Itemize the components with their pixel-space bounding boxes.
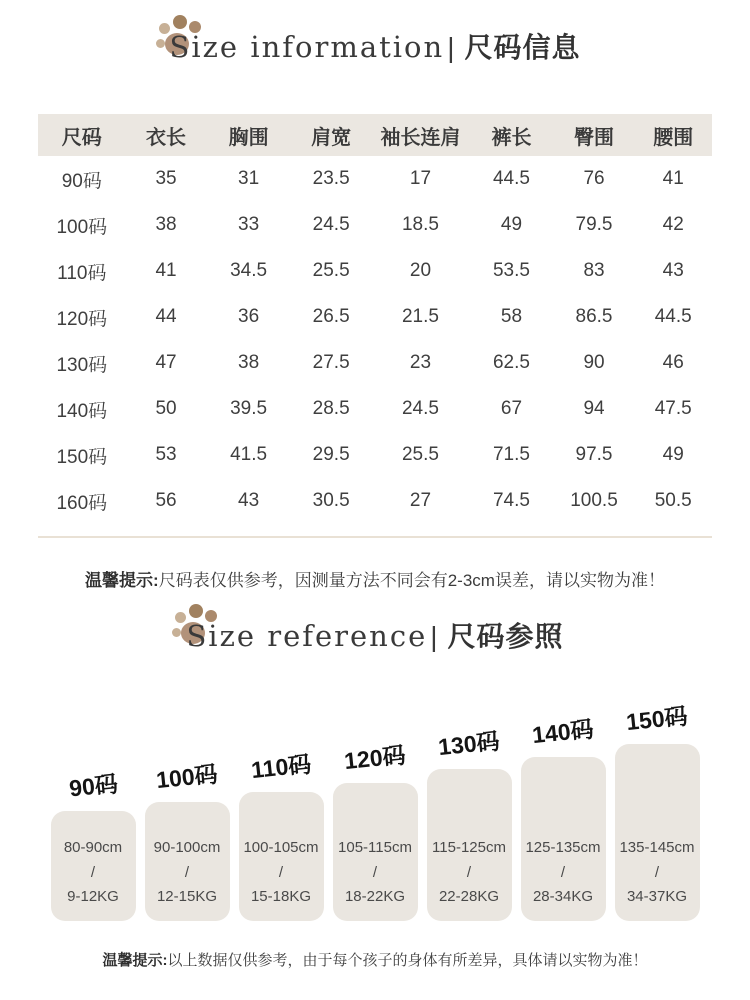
range-slash: /	[184, 863, 190, 881]
size-table-cell: 83	[583, 260, 605, 281]
size-bar	[427, 726, 512, 921]
range-slash: /	[90, 863, 96, 881]
size-table-row	[38, 294, 712, 340]
size-table-header-cell: 裤长	[491, 126, 532, 149]
size-table-cell: 58	[500, 306, 523, 327]
section2-title-en: Size reference	[186, 619, 428, 653]
size-table-cell: 36	[238, 306, 260, 327]
size-table-cell: 25.5	[401, 444, 439, 465]
size-table-cell: 150码	[56, 446, 108, 468]
note-prefix: 温馨提示:	[102, 952, 168, 969]
size-table-header-cell: 袖长连肩	[380, 126, 461, 149]
weight-range: 15-18KG	[250, 888, 312, 906]
size-table-header-cell: 腰围	[653, 126, 694, 149]
size-table-cell: 140码	[56, 400, 108, 422]
size-table-cell: 90	[583, 352, 605, 373]
size-table-cell: 47	[155, 352, 177, 373]
size-bar-rect	[521, 757, 606, 921]
size-table-cell: 100码	[56, 216, 108, 238]
title-divider: |	[447, 32, 455, 63]
size-table-cell: 76	[583, 168, 605, 189]
size-table-cell: 50	[155, 398, 177, 419]
size-bar	[239, 749, 324, 921]
size-bar	[521, 714, 606, 921]
size-table-cell: 50.5	[654, 490, 692, 511]
size-table-header-cell: 臀围	[574, 126, 615, 149]
section1-title-cn: 尺码信息	[464, 32, 581, 63]
size-table-header-cell: 尺码	[61, 126, 102, 149]
size-bar	[333, 740, 418, 921]
size-table-cell: 38	[155, 214, 177, 235]
size-bar-label: 90码	[67, 770, 119, 802]
size-table-cell: 29.5	[312, 444, 350, 465]
size-bar-rect	[333, 783, 418, 921]
size-table-cell: 43	[238, 490, 260, 511]
size-table-cell: 34.5	[230, 260, 268, 281]
range-slash: /	[560, 863, 566, 881]
size-bar	[51, 768, 136, 921]
height-range: 105-115cm	[338, 838, 412, 856]
size-bar-label: 130码	[437, 727, 502, 761]
weight-range: 18-22KG	[344, 888, 406, 906]
size-table	[38, 114, 712, 524]
size-table-cell: 130码	[56, 354, 108, 376]
range-slash: /	[466, 863, 472, 881]
height-range: 135-145cm	[619, 838, 695, 856]
note-text: 尺码表仅供参考，因测量方法不同会有2-3cm误差，请以实物为准！	[158, 571, 665, 590]
size-table-row	[38, 386, 712, 432]
size-bar	[145, 759, 230, 921]
size-table-cell: 67	[500, 398, 523, 419]
size-table-cell: 20	[409, 260, 432, 281]
size-table-cell: 31	[238, 168, 260, 189]
size-table-cell: 30.5	[312, 490, 350, 511]
size-table-row	[38, 478, 712, 524]
size-table-cell: 90码	[61, 170, 102, 192]
size-table-cell: 44	[155, 306, 177, 327]
size-table-cell: 41	[662, 168, 684, 189]
size-table-cell: 53.5	[492, 260, 530, 281]
note-text: 以上数据仅供参考，由于每个孩子的身体有所差异，具体请以实物为准！	[167, 952, 648, 969]
size-table-cell: 94	[583, 398, 605, 419]
size-bar-label: 120码	[343, 741, 408, 775]
size-table-row	[38, 248, 712, 294]
size-table-cell: 24.5	[312, 214, 350, 235]
size-table-row	[38, 202, 712, 248]
size-table-cell: 23	[409, 352, 432, 373]
size-table-cell: 74.5	[492, 490, 530, 511]
weight-range: 12-15KG	[156, 888, 218, 906]
size-table-header-cell: 衣长	[146, 126, 187, 149]
size-table-cell: 27.5	[312, 352, 350, 373]
section1-title	[0, 0, 750, 66]
size-table-header-cell: 胸围	[228, 126, 269, 149]
size-table-cell: 49	[662, 444, 684, 465]
size-table-header-cell: 肩宽	[311, 126, 352, 149]
size-bar-rect	[145, 802, 230, 921]
size-table-row	[38, 340, 712, 386]
size-table-cell: 35	[155, 168, 177, 189]
size-table-cell: 110码	[57, 262, 107, 284]
size-table-cell: 43	[662, 260, 684, 281]
size-bar-rect	[239, 792, 324, 921]
size-table-cell: 41.5	[230, 444, 268, 465]
height-range: 100-105cm	[243, 838, 319, 856]
size-table-cell: 71.5	[492, 444, 530, 465]
size-table-cell: 42	[662, 214, 684, 235]
size-table-cell: 25.5	[312, 260, 350, 281]
size-table-cell: 46	[662, 352, 684, 373]
size-bar-rect	[615, 744, 700, 921]
size-table-cell: 44.5	[654, 306, 692, 327]
range-slash: /	[654, 863, 660, 881]
size-table-header-row	[38, 114, 712, 156]
size-table-cell: 17	[409, 168, 432, 189]
weight-range: 22-28KG	[438, 888, 500, 906]
size-bar-label: 140码	[531, 715, 596, 749]
height-range: 80-90cm	[63, 838, 123, 856]
weight-range: 28-34KG	[532, 888, 594, 906]
size-table-cell: 86.5	[575, 306, 613, 327]
size-table-cell: 62.5	[492, 352, 530, 373]
size-table-cell: 100.5	[570, 490, 618, 511]
range-slash: /	[372, 863, 378, 881]
section2-title-cn: 尺码参照	[447, 621, 564, 652]
weight-range: 9-12KG	[67, 888, 119, 906]
size-table-cell: 26.5	[312, 306, 350, 327]
height-range: 115-125cm	[432, 838, 506, 856]
size-bar-label: 150码	[625, 702, 690, 736]
size-bar	[615, 701, 700, 921]
size-table-cell: 24.5	[401, 398, 439, 419]
section2-title	[0, 615, 750, 655]
title-divider: |	[430, 621, 438, 652]
size-table-cell: 53	[155, 444, 177, 465]
size-table-cell: 56	[155, 490, 177, 511]
size-table-cell: 23.5	[312, 168, 350, 189]
table-bottom-divider	[38, 536, 712, 538]
size-table-cell: 44.5	[492, 168, 530, 189]
size-table-row	[38, 156, 712, 202]
size-reference-chart	[52, 685, 698, 921]
size-table-cell: 27	[409, 490, 432, 511]
size-bar-rect	[427, 769, 512, 921]
size-table-cell: 160码	[56, 492, 108, 514]
size-table-note	[0, 566, 750, 591]
size-table-cell: 28.5	[312, 398, 350, 419]
size-bar-label: 100码	[155, 760, 220, 794]
height-range: 125-135cm	[525, 838, 601, 856]
size-table-cell: 41	[155, 260, 177, 281]
size-table-cell: 38	[238, 352, 260, 373]
size-bar-label: 110码	[249, 750, 313, 784]
size-reference-note	[0, 949, 750, 970]
weight-range: 34-37KG	[626, 888, 688, 906]
note-prefix: 温馨提示:	[85, 571, 159, 590]
section1-title-en: Size information	[169, 30, 445, 64]
size-table-row	[38, 432, 712, 478]
size-table-cell: 97.5	[575, 444, 613, 465]
size-table-cell: 39.5	[230, 398, 268, 419]
size-bar-rect	[51, 811, 136, 921]
size-table-cell: 79.5	[575, 214, 613, 235]
size-table-cell: 49	[500, 214, 523, 235]
size-table-cell: 21.5	[401, 306, 439, 327]
size-table-cell: 33	[238, 214, 260, 235]
size-table-cell: 18.5	[401, 214, 439, 235]
size-table-cell: 47.5	[654, 398, 692, 419]
height-range: 90-100cm	[153, 838, 221, 856]
range-slash: /	[278, 863, 284, 881]
size-table-cell: 120码	[56, 308, 108, 330]
